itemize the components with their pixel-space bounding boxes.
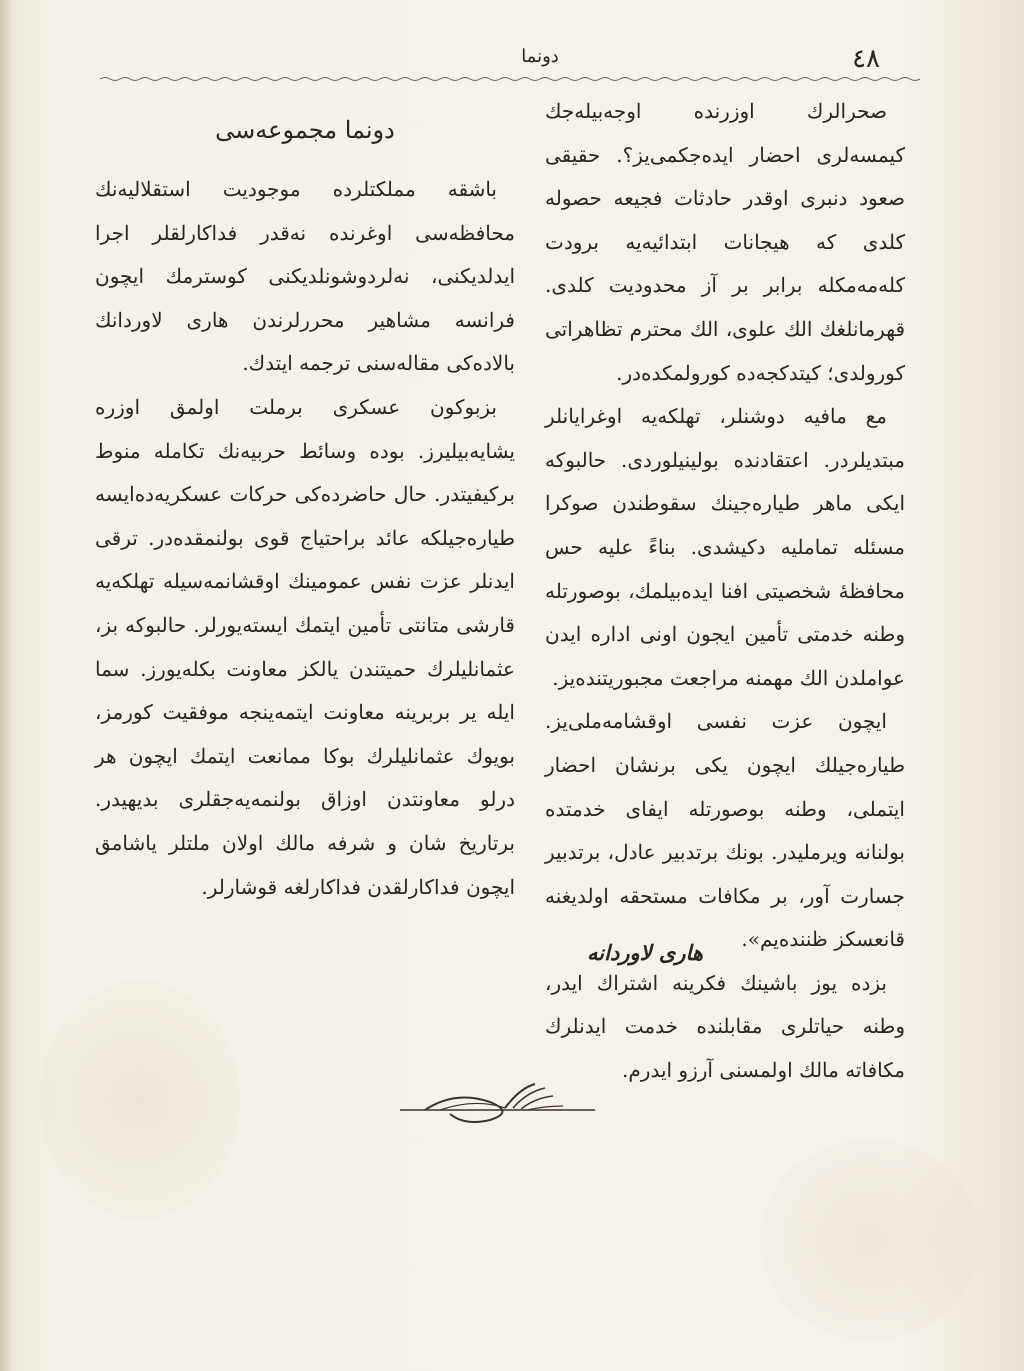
paragraph: ایچون عزت نفسی اوقشامه‌ملی‌یز. طیاره‌جیلك ایچون یكی برنشان احضار ایتملی، وطنه بوصورتله ایفای خدمتده بولنانه ویرملیدر. بونك برتدبیر عادل، برتدبیر جسارت آور، بر مكافات مستحقه اولدیغنه قانعسكز ظننده‌یم».: [545, 709, 905, 952]
paragraph: مع مافیه دوشنلر، تهلكه‌یه اوغرایانلر مبتدیلردر. اعتقادنده بولینیلوردی. حالبوكه ایكی ماهر طیاره‌جینك سقوطندن صوكرا مسئله تماملیه دكیشدی. بناءً علیه حس محافظهٔ شخصیتی افنا ایده‌بیلمك، بوصورتله وطنه خدمتی تأمین ایجون اونی اداره ایدن عواملدن الك مهمنه مراجعت مجبوریتنده‌یز.: [545, 404, 905, 690]
paragraph: باشقه مملكتلرده موجودیت استقلالیه‌نك محافظه‌سی اوغرنده نه‌قدر فداكارلقلر اجرا ایدلدیكنی، نه‌لردوشونلدیكنی كوسترمك ایچون فرانسه مشاهیر محررلرندن هاری لاوردانك بالاده‌كی مقاله‌سنی ترجمه ایتدك.: [95, 177, 515, 376]
author-signature: هاری لاوردانه: [587, 940, 703, 965]
paragraph: بزبوكون عسكری برملت اولمق اوزره یشایه‌بیلیرز. بوده وسائط حربیه‌نك تكامله منوط بركیفیتدر. حال حاضرده‌كی حركات عسكریه‌ده‌ایسه طیاره‌جیلكه عائد براحتیاج قوی بولنمقده‌در. ترقی ایدنلر عزت نفس عمومینك اوقشانمه‌سیله تهلكه‌یه قارشی متانتی تأمین ایتمك ایسته‌یورلر. حالبوكه بز، عثمانلیلرك حمیتندن یالكز معاونت بكله‌یورز. سما ایله یر بربرینه معاونت ایتمه‌ینجه موفقیت كورمز، بویوك عثمانلیلرك بوكا ممانعت ایتمك ایچون هر درلو معاونتدن اوزاق بولنمه‌یه‌جقلری بدیهیدر. برتاریخ شان و شرفه مالك اولان ملتلر یاشامق ایچون فداكارلقدن فداكارلغه قوشارلر.: [95, 394, 515, 899]
page-spine: [0, 0, 14, 1371]
paper-stain: [760, 1140, 980, 1340]
section-title: دونما مجموعه‌سی: [215, 116, 395, 144]
paper-stain: [40, 980, 240, 1220]
paragraph: صحرالرك اوزرنده اوجه‌بیله‌جك كیمسه‌لری احضار ایده‌جكمی‌یز؟. حقیقی صعود دنبری اوقدر حادثات فجیعه حصوله كلدی كه هیجانات ابتدائیه‌یه برودت كله‌مه‌مكله برابر بر آز محدودیت كلدی. قهرمانلغك الك علوی، الك محترم تظاهراتی كورولدی؛ كیتدكجه‌ده كورولمكده‌در.: [545, 99, 905, 385]
header-wavy-rule: [100, 76, 920, 82]
decorative-ornament-icon: [395, 1080, 615, 1130]
paragraph: بزده یوز باشینك فكرینه اشتراك ایدر، وطنه حیاتلری مقابلنده خدمت ایدنلرك مكافاته مالك اولمسنی آرزو ایدرم.: [545, 970, 905, 1083]
left-column: [95, 110, 515, 909]
page-header: [100, 40, 920, 76]
running-title: دونما: [521, 46, 559, 67]
page-number: ٤٨: [852, 44, 880, 74]
